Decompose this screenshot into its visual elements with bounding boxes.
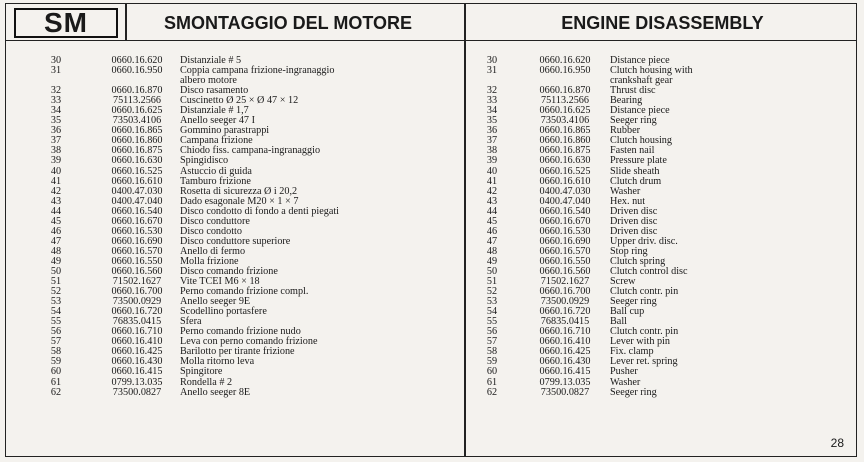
part-number: 33 [50, 95, 62, 107]
part-number: 54 [50, 306, 62, 318]
part-number: 51 [50, 276, 62, 288]
part-number: 39 [50, 155, 62, 167]
part-number: 60 [486, 366, 498, 378]
part-number: 52 [486, 286, 498, 298]
part-description: Washer [610, 185, 641, 197]
part-code: 76835.0415 [112, 316, 162, 328]
part-description: Gommino parastrappi [180, 125, 270, 137]
part-code: 73503.4106 [540, 115, 590, 127]
part-description: Washer [610, 376, 641, 388]
part-number: 30 [50, 55, 62, 66]
part-code: 0400.47.040 [111, 195, 163, 207]
part-number: 43 [486, 195, 498, 207]
table-row [466, 307, 846, 317]
part-code: 0799.13.035 [111, 376, 163, 388]
table-row [42, 217, 456, 227]
part-number: 53 [486, 296, 498, 308]
part-description: Anello di fermo [180, 245, 246, 257]
part-number: 59 [486, 356, 498, 368]
part-description: Lever ret. spring [610, 356, 678, 368]
part-code: 0660.16.410 [539, 336, 591, 348]
part-code: 0400.47.030 [539, 185, 591, 197]
table-row [42, 146, 456, 156]
part-code: 0660.16.415 [539, 366, 591, 378]
part-code: 0660.16.525 [111, 165, 163, 177]
part-code: 0660.16.630 [539, 155, 591, 167]
part-description: Distance piece [610, 105, 670, 117]
part-number: 48 [486, 245, 498, 257]
part-code: 0660.16.620 [111, 55, 163, 66]
part-number: 45 [486, 215, 498, 227]
part-number: 48 [50, 245, 62, 257]
part-code: 0660.16.630 [111, 155, 163, 167]
part-description: Lever with pin [610, 336, 670, 348]
part-description: Screw [610, 276, 636, 288]
table-row [466, 367, 846, 377]
part-code: 0660.16.860 [539, 135, 591, 147]
part-description: Anello seeger 9E [180, 296, 251, 308]
part-code: 0660.16.950 [539, 65, 591, 77]
part-description: Fix. clamp [610, 346, 654, 358]
part-description: Scodellino portasfere [180, 306, 267, 318]
section-code-box: SM [14, 8, 118, 38]
part-number: 35 [50, 115, 62, 127]
table-row [466, 66, 846, 86]
table-row [42, 156, 456, 166]
part-description: Hex. nut [610, 195, 646, 207]
part-description: Anello seeger 8E [180, 386, 251, 398]
part-code: 0660.16.610 [539, 175, 591, 187]
part-code: 0660.16.540 [111, 205, 163, 217]
part-code: 75113.2566 [112, 95, 161, 107]
part-code: 0660.16.875 [539, 145, 591, 157]
part-code: 0660.16.870 [539, 85, 591, 97]
part-code: 0799.13.035 [539, 376, 591, 388]
part-description: Disco conduttore superiore [180, 235, 291, 247]
part-code: 0660.16.530 [539, 225, 591, 237]
part-description: Vite TCEI M6 × 18 [180, 276, 260, 288]
part-number: 61 [50, 376, 62, 388]
part-number: 49 [486, 255, 498, 267]
part-code: 0660.16.550 [539, 255, 591, 267]
part-description: Barilotto per tirante frizione [180, 346, 295, 358]
part-number: 51 [486, 276, 498, 288]
part-code: 0660.16.875 [111, 145, 163, 157]
part-code: 73500.0929 [540, 296, 590, 308]
part-description: Pusher [610, 366, 638, 378]
part-description: Thrust disc [610, 85, 656, 97]
part-code: 0660.16.710 [111, 326, 163, 338]
part-description: Clutch housing [610, 135, 672, 147]
part-code: 0660.16.530 [111, 225, 163, 237]
table-row [466, 388, 846, 398]
part-description: Molla frizione [180, 255, 239, 267]
part-number: 44 [50, 205, 62, 217]
part-description: Cuscinetto Ø 25 × Ø 47 × 12 [180, 95, 299, 107]
part-description: Tamburo frizione [180, 175, 251, 187]
part-number: 44 [486, 205, 498, 217]
part-code: 0660.16.410 [111, 336, 163, 348]
part-number: 43 [50, 195, 62, 207]
part-number: 62 [50, 386, 62, 398]
part-number: 60 [50, 366, 62, 378]
title-english: ENGINE DISASSEMBLY [561, 13, 764, 33]
part-number: 38 [50, 145, 62, 157]
table-row [42, 66, 456, 86]
part-number: 59 [50, 356, 62, 368]
table-row [466, 116, 846, 126]
part-number: 56 [50, 326, 62, 338]
part-code: 73500.0827 [540, 386, 590, 398]
part-number: 55 [486, 316, 498, 328]
table-row [466, 297, 846, 307]
part-code: 0660.16.540 [539, 205, 591, 217]
part-number: 58 [486, 346, 498, 358]
part-number: 49 [50, 255, 62, 267]
part-description: Driven disc [610, 225, 658, 237]
part-code: 0660.16.425 [539, 346, 591, 358]
part-code: 0660.16.570 [111, 245, 163, 257]
part-code: 76835.0415 [540, 316, 590, 328]
part-number: 54 [486, 306, 498, 318]
title-italian: SMONTAGGIO DEL MOTORE [163, 13, 412, 33]
part-number: 53 [50, 296, 62, 308]
part-description: Disco rasamento [180, 85, 249, 97]
part-description: Pressure plate [610, 155, 667, 167]
part-description: Upper driv. disc. [610, 235, 678, 247]
part-code: 0660.16.950 [111, 65, 163, 77]
part-number: 56 [486, 326, 498, 338]
part-code: 0660.16.560 [111, 265, 163, 277]
table-row [466, 337, 846, 347]
part-number: 42 [486, 185, 498, 197]
table-row [466, 237, 846, 247]
part-code: 0660.16.625 [111, 105, 163, 117]
part-code: 0660.16.620 [539, 55, 591, 66]
part-code: 0660.16.550 [111, 255, 163, 267]
part-code: 0660.16.670 [111, 215, 163, 227]
part-code: 0660.16.865 [111, 125, 163, 137]
part-number: 47 [50, 235, 62, 247]
part-code: 0660.16.710 [539, 326, 591, 338]
part-description: Clutch drum [610, 175, 662, 187]
part-number: 42 [50, 185, 62, 197]
part-description: Perno comando frizione compl. [180, 286, 309, 298]
part-description: Sfera [180, 316, 202, 328]
part-number: 57 [486, 336, 498, 348]
part-description: Seeger ring [610, 386, 657, 398]
part-code: 73503.4106 [112, 115, 162, 127]
part-description: Ball [610, 316, 627, 328]
part-code: 0400.47.040 [539, 195, 591, 207]
part-description: Slide sheath [610, 165, 660, 177]
part-number: 34 [50, 105, 62, 117]
part-number: 61 [486, 376, 498, 388]
part-number: 34 [486, 105, 498, 117]
part-number: 39 [486, 155, 498, 167]
part-code: 0400.47.030 [111, 185, 163, 197]
part-description: Dado esagonale M20 × 1 × 7 [180, 195, 299, 207]
part-description: Bearing [610, 95, 643, 107]
table-row [466, 136, 846, 146]
part-code: 0660.16.610 [111, 175, 163, 187]
part-code: 0660.16.720 [111, 306, 163, 318]
table-row [42, 357, 456, 367]
part-number: 40 [50, 165, 62, 177]
part-number: 41 [50, 175, 62, 187]
part-description: Driven disc [610, 215, 658, 227]
part-number: 33 [486, 95, 498, 107]
table-row [42, 237, 456, 247]
part-number: 55 [50, 316, 62, 328]
part-code: 73500.0827 [112, 386, 162, 398]
part-description: Molla ritorno leva [180, 356, 255, 368]
part-description: Distanziale # 1,7 [180, 105, 249, 117]
part-number: 31 [50, 65, 62, 77]
part-code: 0660.16.430 [111, 356, 163, 368]
part-description: Stop ring [610, 245, 648, 257]
part-code: 0660.16.700 [539, 286, 591, 298]
part-number: 62 [486, 386, 498, 398]
part-number: 58 [50, 346, 62, 358]
part-description: Spingidisco [180, 155, 229, 167]
table-row [466, 267, 846, 277]
part-number: 31 [486, 65, 498, 77]
part-description: Astuccio di guida [180, 165, 252, 177]
part-code: 0660.16.560 [539, 265, 591, 277]
part-description: Clutch housing with crankshaft gear [610, 65, 693, 87]
part-description: Campana frizione [180, 135, 253, 147]
table-row [466, 86, 846, 96]
parts-list-italian [42, 56, 456, 398]
part-description: Ball cup [610, 306, 645, 318]
part-description: Disco condotto di fondo a denti piegati [180, 205, 340, 217]
table-row [42, 367, 456, 377]
part-number: 40 [486, 165, 498, 177]
part-number: 52 [50, 286, 62, 298]
part-description: Clutch contr. pin [610, 326, 679, 338]
part-number: 50 [486, 265, 498, 277]
part-number: 36 [50, 125, 62, 137]
part-number: 36 [486, 125, 498, 137]
part-description: Disco conduttore [180, 215, 250, 227]
table-row [466, 357, 846, 367]
part-number: 32 [486, 85, 498, 97]
part-description: Driven disc [610, 205, 658, 217]
part-code: 0660.16.870 [111, 85, 163, 97]
parts-list-english [466, 56, 846, 398]
part-number: 45 [50, 215, 62, 227]
part-description: Seeger ring [610, 115, 657, 127]
part-number: 37 [486, 135, 498, 147]
part-description: Clutch control disc [610, 265, 688, 277]
part-number: 30 [486, 55, 498, 66]
part-description: Perno comando frizione nudo [180, 326, 301, 338]
part-description: Rondella # 2 [180, 376, 233, 388]
part-number: 37 [50, 135, 62, 147]
part-code: 0660.16.430 [539, 356, 591, 368]
part-description: Disco comando frizione [180, 265, 278, 277]
part-code: 71502.1627 [112, 276, 162, 288]
part-code: 0660.16.415 [111, 366, 163, 378]
part-number: 35 [486, 115, 498, 127]
part-code: 71502.1627 [540, 276, 590, 288]
part-description: Chiodo fiss. campana-ingranaggio [180, 145, 321, 157]
part-code: 0660.16.700 [111, 286, 163, 298]
table-row [42, 388, 456, 398]
part-code: 0660.16.690 [111, 235, 163, 247]
part-description: Clutch contr. pin [610, 286, 679, 298]
part-code: 0660.16.525 [539, 165, 591, 177]
part-code: 0660.16.865 [539, 125, 591, 137]
part-description: Disco condotto [180, 225, 242, 237]
part-code: 0660.16.625 [539, 105, 591, 117]
part-code: 0660.16.690 [539, 235, 591, 247]
part-code: 73500.0929 [112, 296, 162, 308]
part-number: 46 [486, 225, 498, 237]
table-row [42, 247, 456, 257]
part-description: Anello seeger 47 I [180, 115, 255, 127]
page-frame [5, 3, 857, 457]
part-number: 57 [50, 336, 62, 348]
part-code: 0660.16.570 [539, 245, 591, 257]
part-description: Clutch spring [610, 255, 666, 267]
part-description: Leva con perno comando frizione [180, 336, 318, 348]
table-row [466, 177, 846, 187]
part-description: Rubber [610, 125, 640, 137]
part-code: 0660.16.720 [539, 306, 591, 318]
part-number: 46 [50, 225, 62, 237]
part-description: Seeger ring [610, 296, 657, 308]
part-code: 75113.2566 [540, 95, 589, 107]
part-description: Distanziale # 5 [180, 55, 242, 66]
part-number: 38 [486, 145, 498, 157]
part-number: 47 [486, 235, 498, 247]
part-code: 0660.16.860 [111, 135, 163, 147]
part-code: 0660.16.425 [111, 346, 163, 358]
page-number: 28 [830, 436, 844, 450]
part-code: 0660.16.670 [539, 215, 591, 227]
header-divider [125, 4, 127, 40]
table-row [466, 156, 846, 166]
part-description: Spingitore [180, 366, 223, 378]
part-description: Fasten nail [610, 145, 655, 157]
table-row [466, 187, 846, 197]
part-number: 50 [50, 265, 62, 277]
part-description: Distance piece [610, 55, 670, 66]
table-row [42, 307, 456, 317]
part-number: 32 [50, 85, 62, 97]
part-description: Rosetta di sicurezza Ø i 20,2 [180, 185, 298, 197]
page-header [6, 4, 856, 41]
table-row [42, 96, 456, 106]
part-description: Coppia campana frizione-ingranaggio albero motore [180, 65, 335, 87]
part-number: 41 [486, 175, 498, 187]
